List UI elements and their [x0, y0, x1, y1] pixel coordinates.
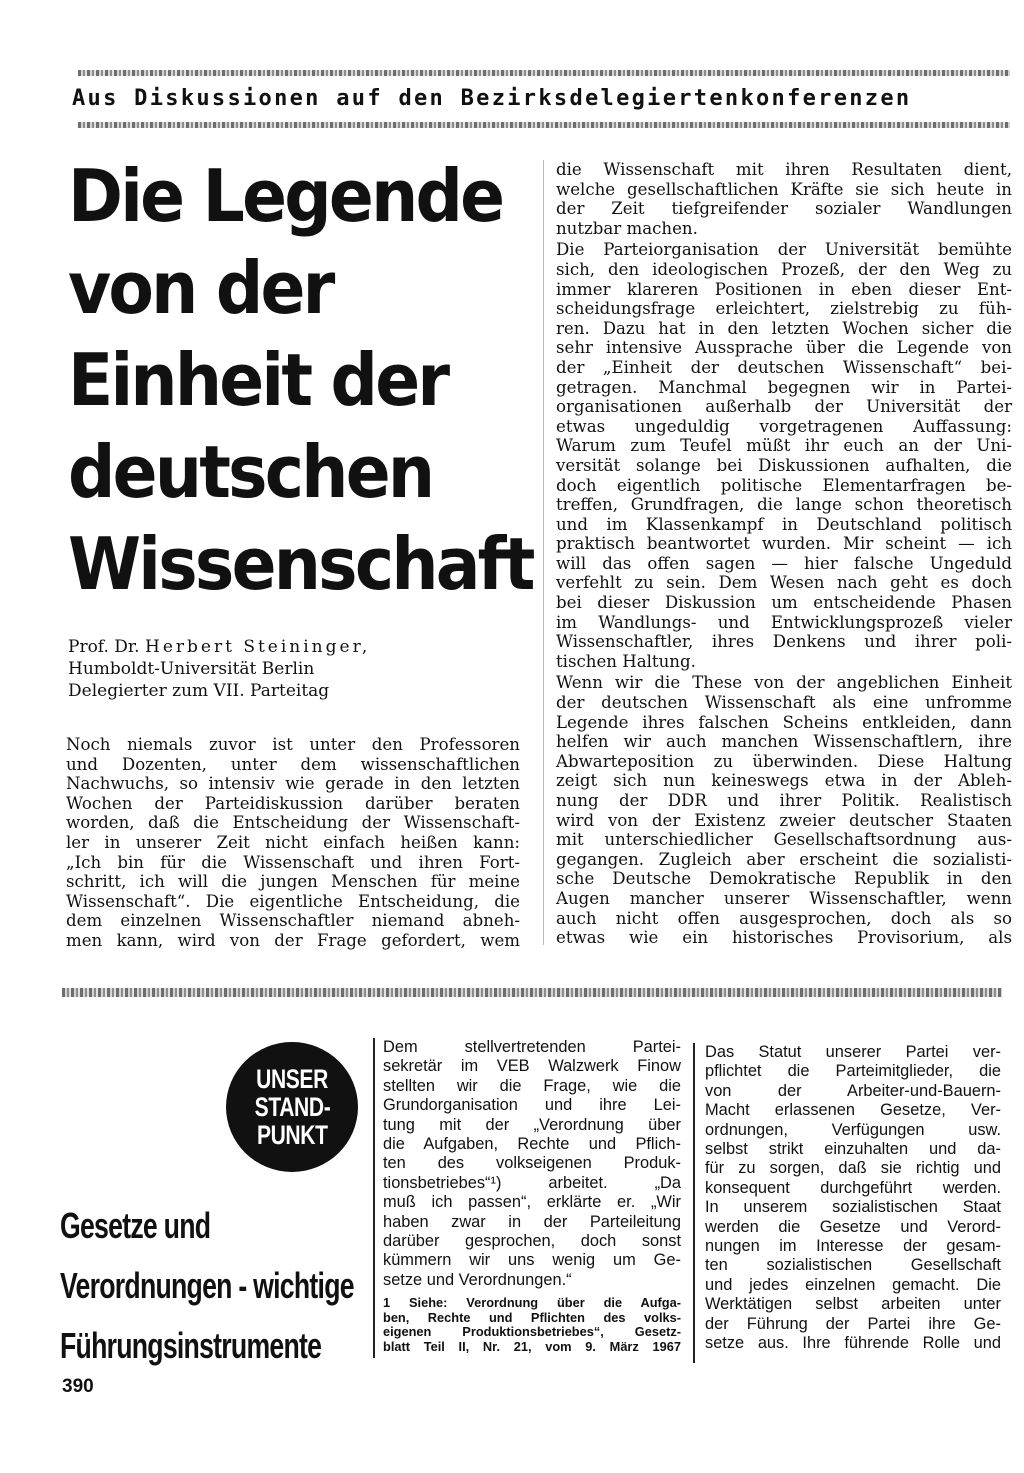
text-line: mit unterschiedlicher Gesellschaftsordnung aus-	[556, 830, 1012, 850]
text-line: sekretär im VEB Walzwerk Finow	[383, 1057, 681, 1076]
text-line: und im Klassenkampf in Deutschland politisch	[556, 514, 1012, 534]
text-line: setze aus. Ihre führende Rolle und	[705, 1334, 1001, 1353]
page-number: 390	[62, 1376, 94, 1397]
text-line: men kann, wird von der Frage gefordert, wem	[66, 930, 520, 950]
article-column-2	[556, 160, 1012, 950]
text-line: will das offen sagen — hier falsche Ungeduld	[556, 553, 1012, 573]
column-rule	[693, 1043, 695, 1363]
author-title: Prof. Dr.	[68, 637, 140, 657]
text-line: In unserem sozialistischen Staat	[705, 1198, 1001, 1217]
author-name-line	[68, 636, 538, 658]
editorial-column-2-text	[705, 1043, 1001, 1354]
headline-line: von der	[68, 246, 333, 330]
text-line: sehr intensive Aussprache über die Legende von	[556, 338, 1012, 358]
text-line: und Dozenten, unter dem wissenschaftlichen	[66, 754, 520, 774]
text-line: schritt, ich will die jungen Menschen für meine	[66, 872, 520, 892]
headline-line: deutschen	[68, 430, 433, 514]
text-line: Grundorganisation und ihre Lei-	[383, 1096, 681, 1115]
text-line: zeigt sich nun keineswegs etwa in der Ableh-	[556, 771, 1012, 791]
text-line: auch nicht offen ausgesprochen, doch als so	[556, 908, 1012, 928]
editorial-column-1	[383, 1038, 681, 1355]
text-line: werden die Gesetze und Verord-	[705, 1217, 1001, 1236]
badge-line: PUNKT	[256, 1120, 328, 1150]
text-line: getragen. Manchmal begegnen wir in Partei-	[556, 377, 1012, 397]
text-line: Die Parteiorganisation der Universität bemühte	[556, 240, 1012, 260]
unser-standpunkt-badge	[226, 1042, 358, 1172]
text-line: wird von der Existenz zweier deutscher Staaten	[556, 810, 1012, 830]
text-line: kümmern wir uns wenig um Ge-	[383, 1251, 681, 1270]
text-line: organisationen außerhalb der Universität der	[556, 397, 1012, 417]
text-line: der deutschen Wissenschaft als eine unfromme	[556, 693, 1012, 713]
text-line: worden, daß die Entscheidung der Wissenschaft-	[66, 813, 520, 833]
text-line: treffen, Grundfragen, die lange schon theoretisch	[556, 495, 1012, 515]
text-line: ten sozialistischen Gesellschaft	[705, 1256, 1001, 1275]
text-line: selbst strikt einzuhalten und da-	[705, 1140, 1001, 1159]
text-line: etwas wie ein historisches Provisorium, als	[556, 928, 1012, 948]
text-line: ren. Dazu hat in den letzten Wochen sicher die	[556, 318, 1012, 338]
text-line: Noch niemals zuvor ist unter den Professoren	[66, 735, 520, 754]
text-line: Werktätigen selbst arbeiten unter	[705, 1295, 1001, 1314]
text-line: setze und Verordnungen.“	[383, 1270, 572, 1289]
text-line: nungen im Interesse der gesam-	[705, 1237, 1001, 1256]
text-line: ten des volkseigenen Produk-	[383, 1154, 681, 1173]
text-line: nutzbar machen.	[556, 218, 698, 238]
text-line: tung mit der „Verordnung über	[383, 1115, 681, 1134]
text-line: sich, den ideologischen Prozeß, der den Weg zu	[556, 259, 1012, 279]
article-column-1	[66, 735, 520, 951]
text-line: Macht erlassenen Gesetze, Ver-	[705, 1101, 1001, 1120]
kicker-rule	[78, 122, 1010, 128]
column-divider	[543, 160, 544, 945]
text-line: 1 Siehe: Verordnung über die Aufga-	[383, 1295, 681, 1311]
text-line: nung der DDR und ihrer Politik. Realistisch	[556, 791, 1012, 810]
editorial-headline	[60, 1196, 354, 1376]
text-line: Augen mancher unserer Wissenschaftler, wenn	[556, 888, 1012, 908]
paragraph	[556, 160, 1012, 238]
text-line: eigenen Produktionsbetriebes“, Gesetz-	[383, 1324, 681, 1340]
text-line: Legende ihres falschen Scheins entkleiden, dann	[556, 712, 1012, 732]
text-line: verfehlt zu sein. Dem Wesen nach geht es doch	[556, 573, 1012, 593]
text-line: im Wandlungs- und Entwicklungsprozeß vieler	[556, 612, 1012, 632]
text-line: welche gesellschaftlichen Kräfte sie sich heute in	[556, 179, 1012, 199]
text-line: bei dieser Diskussion um entscheidende Phasen	[556, 593, 1012, 613]
author-role: Delegierter zum VII. Parteitag	[68, 681, 330, 701]
author-byline	[68, 636, 538, 702]
text-line: scheidungsfrage erleichtert, zielstrebig zu füh-	[556, 299, 1012, 319]
editorial-column-1-text	[383, 1038, 681, 1290]
subhead-line: Verordnungen - wichtige	[60, 1265, 354, 1306]
text-line: und jedes einzelnen gemacht. Die	[705, 1275, 1001, 1294]
text-line: darüber gesprochen, doch sonst	[383, 1232, 681, 1251]
text-line: Wissenschaftler, ihres Denkens und ihrer poli-	[556, 632, 1012, 652]
text-line: helfen wir auch manchen Wissenschaftlern, ihre	[556, 732, 1012, 752]
text-line: die Aufgaben, Rechte und Pflich-	[383, 1135, 681, 1154]
badge-line: UNSER	[256, 1064, 328, 1094]
text-line: etwas ungeduldig vorgetragenen Auffassung:	[556, 416, 1012, 436]
text-line: sche Deutsche Demokratische Republik in den	[556, 869, 1012, 889]
subhead-line: Führungsinstrumente	[60, 1325, 322, 1366]
text-line: „Ich bin für die Wissenschaft und ihren Fort-	[66, 852, 520, 872]
headline-line: Wissenschaft	[68, 522, 533, 606]
text-line: blatt Teil II, Nr. 21, vom 9. März 1967	[383, 1339, 681, 1355]
text-line: Das Statut unserer Partei ver-	[705, 1043, 1001, 1061]
text-line: von der Arbeiter-und-Bauern-	[705, 1081, 1001, 1100]
author-name: Herbert Steininger,	[145, 637, 371, 657]
text-line: tischen Haltung.	[556, 651, 696, 671]
subhead-line: Gesetze und	[60, 1205, 211, 1246]
text-line: der Zeit tiefgreifender sozialer Wandlungen	[556, 199, 1012, 219]
headline-line: Einheit der	[68, 338, 448, 422]
paragraph	[556, 240, 1012, 671]
editorial-column-2	[705, 1043, 1001, 1354]
text-line: doch eigentlich politische Elementarfragen be-	[556, 475, 1012, 495]
text-line: tionsbetriebes“¹) arbeitet. „Da	[383, 1173, 681, 1192]
text-line: dem einzelnen Wissenschaftler niemand abneh-	[66, 911, 520, 931]
text-line: konsequent durchgeführt werden.	[705, 1178, 1001, 1197]
text-line: Wissenschaft“. Die eigentliche Entscheidung, die	[66, 891, 520, 911]
text-line: ordnungen, Verfügungen usw.	[705, 1120, 1001, 1139]
text-line: Wenn wir die These von der angeblichen Einheit	[556, 673, 1012, 693]
author-affiliation: Humboldt-Universität Berlin	[68, 659, 315, 679]
text-line: gegangen. Zugleich aber erscheint die sozialisti-	[556, 849, 1012, 869]
text-line: der „Einheit der deutschen Wissenschaft“ bei-	[556, 357, 1012, 377]
section-kicker: Aus Diskussionen auf den Bezirksdelegiertenkonferenzen	[72, 86, 912, 111]
text-line: die Wissenschaft mit ihren Resultaten dient,	[556, 160, 1012, 179]
badge-line: STAND-	[254, 1092, 330, 1122]
text-line: ben, Rechte und Pflichten des volks-	[383, 1309, 681, 1325]
article-headline	[68, 150, 533, 610]
text-line: pflichtet die Parteimitglieder, die	[705, 1062, 1001, 1081]
top-rule	[78, 70, 1010, 76]
footnote	[383, 1296, 681, 1354]
text-line: praktisch beantwortet wurden. Mir scheint — ich	[556, 534, 1012, 554]
text-line: für zu sorgen, daß sie richtig und	[705, 1159, 1001, 1178]
paragraph	[556, 673, 1012, 947]
text-line: Dem stellvertretenden Partei-	[383, 1038, 681, 1056]
text-line: Nachwuchs, so intensiv wie gerade in den letzten	[66, 774, 520, 794]
column-rule	[373, 1038, 375, 1358]
text-line: haben zwar in der Parteileitung	[383, 1212, 681, 1231]
text-line: Wochen der Parteidiskussion darüber beraten	[66, 793, 520, 813]
text-line: immer klareren Positionen in eben dieser Ent-	[556, 279, 1012, 299]
text-line: Warum zum Teufel müßt ihr euch an der Uni-	[556, 436, 1012, 456]
text-line: muß ich passen“, erklärte er. „Wir	[383, 1193, 681, 1212]
text-line: Abwarteposition zu überwinden. Diese Haltung	[556, 751, 1012, 771]
text-line: der Führung der Partei ihre Ge-	[705, 1314, 1001, 1333]
text-line: stellten wir die Frage, wie die	[383, 1076, 681, 1095]
text-line: versität solange bei Diskussionen aufhalten, die	[556, 455, 1012, 475]
section-separator	[62, 988, 1002, 997]
text-line: ler in unserer Zeit nicht einfach heißen kann:	[66, 832, 520, 852]
headline-line: Die Legende	[68, 154, 503, 238]
